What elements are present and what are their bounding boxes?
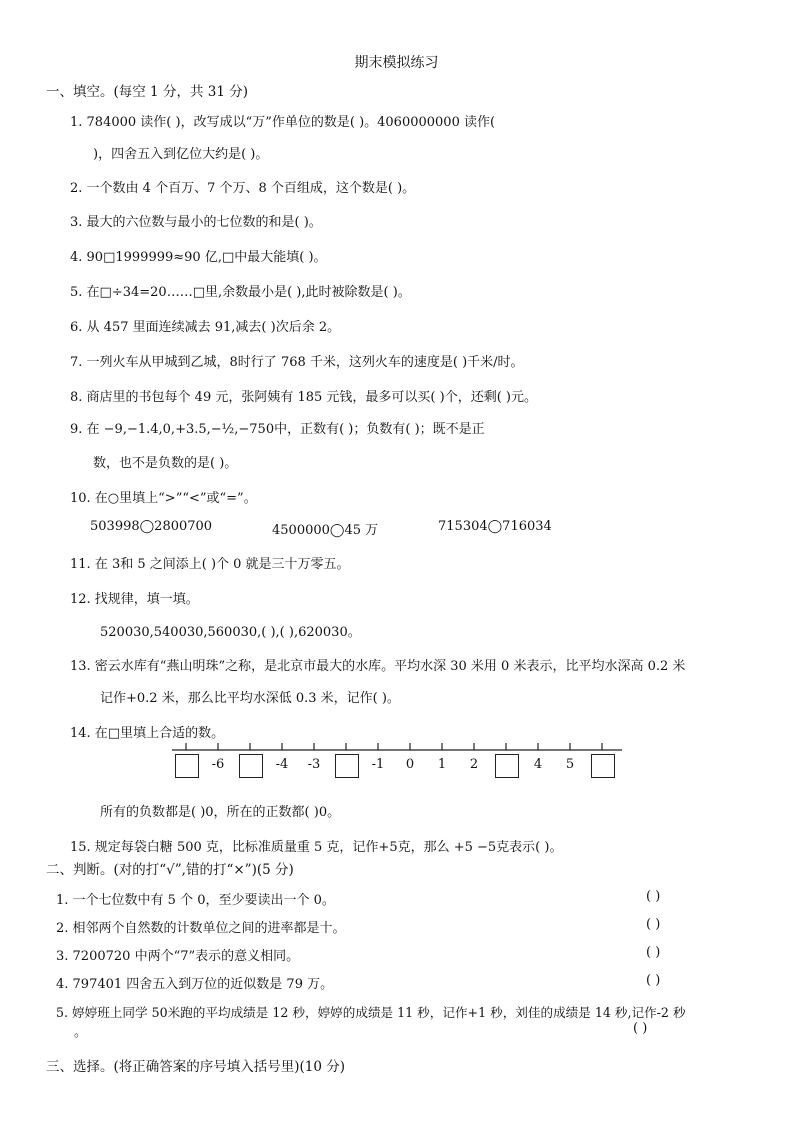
- section-3-heading: 三、选择。(将正确答案的序号填入括号里)(10 分): [46, 1059, 346, 1075]
- judge-answer-2[interactable]: ( ): [646, 917, 661, 932]
- number-line: [170, 740, 630, 790]
- question-11: 11. 在 3和 5 之间添上( )个 0 就是三十万零五。: [70, 557, 350, 572]
- judge-item-3: 3. 7200720 中两个“7”表示的意义相同。: [56, 949, 300, 964]
- question-13-line-1: 13. 密云水库有“燕山明珠”之称，是北京市最大的水库。平均水深 30 米用 0 米表示，比平均水深高 0.2 米: [70, 659, 686, 674]
- tick-label: 0: [405, 757, 415, 772]
- question-1-line-2: )，四舍五入到亿位大约是( )。: [93, 147, 269, 162]
- page-title: 期末模拟练习: [354, 55, 439, 71]
- answer-box-1[interactable]: [175, 754, 199, 778]
- compare-item-3: 715304◯716034: [438, 519, 552, 534]
- judge-answer-4[interactable]: ( ): [646, 973, 661, 988]
- compare-item-1: 503998◯2800700: [90, 519, 213, 534]
- tick-label: 4: [533, 757, 543, 772]
- question-14-line-2: 所有的负数都是( )0，所在的正数都( )0。: [100, 805, 341, 820]
- tick-label: -1: [371, 757, 385, 772]
- section-1-heading: 一、填空。(每空 1 分，共 31 分): [46, 84, 248, 100]
- question-4: 4. 90□1999999≈90 亿,□中最大能填( )。: [70, 250, 327, 265]
- answer-box-2[interactable]: [239, 754, 263, 778]
- judge-item-1: 1. 一个七位数中有 5 个 0，至少要读出一个 0。: [56, 893, 335, 908]
- question-12: 12. 找规律，填一填。: [70, 592, 199, 607]
- tick-label: -3: [307, 757, 321, 772]
- judge-item-5: 5. 婷婷班上同学 50米跑的平均成绩是 12 秒，婷婷的成绩是 11 秒，记作+1 秒，刘佳的成绩是 14 秒,记作-2 秒: [56, 1005, 686, 1020]
- question-14: 14. 在□里填上合适的数。: [70, 726, 225, 741]
- tick-label: -4: [275, 757, 289, 772]
- question-3: 3. 最大的六位数与最小的七位数的和是( )。: [70, 215, 322, 230]
- judge-answer-3[interactable]: ( ): [646, 945, 661, 960]
- question-8: 8. 商店里的书包每个 49 元，张阿姨有 185 元钱，最多可以买( )个，还剩( )元。: [70, 390, 537, 405]
- tick-label: -6: [211, 757, 225, 772]
- judge-item-2: 2. 相邻两个自然数的计数单位之间的进率都是十。: [56, 921, 346, 936]
- question-10: 10. 在○里填上“>”“<”或“=”。: [70, 491, 257, 506]
- question-9-line-1: 9. 在 −9,−1.4,0,+3.5,−½,−750中，正数有( )；负数有( )；既不是正: [70, 422, 485, 437]
- sequence-row: 520030,540030,560030,( ),( ),620030。: [100, 625, 361, 640]
- compare-item-2: 4500000◯45 万: [272, 523, 379, 538]
- answer-box-5[interactable]: [591, 754, 615, 778]
- question-13-line-2: 记作+0.2 米，那么比平均水深低 0.3 米，记作( )。: [100, 691, 400, 706]
- question-1-line-1: 1. 784000 读作( )，改写成以“万”作单位的数是( )。4060000000 读作(: [70, 115, 496, 130]
- judge-item-4: 4. 797401 四舍五入到万位的近似数是 79 万。: [56, 977, 334, 992]
- answer-box-3[interactable]: [335, 754, 359, 778]
- question-15: 15. 规定每袋白糖 500 克，比标准质量重 5 克，记作+5克，那么 +5 −5克表示( )。: [70, 840, 563, 855]
- answer-box-4[interactable]: [495, 754, 519, 778]
- question-5: 5. 在□÷34=20……□里,余数最小是( ),此时被除数是( )。: [70, 285, 411, 300]
- judge-answer-1[interactable]: ( ): [646, 889, 661, 904]
- question-6: 6. 从 457 里面连续减去 91,减去( )次后余 2。: [70, 320, 341, 335]
- tick-label: 1: [437, 757, 447, 772]
- section-2-heading: 二、判断。(对的打“√”,错的打“×”)(5 分): [46, 862, 294, 878]
- judge-answer-5[interactable]: ( ): [633, 1021, 648, 1036]
- tick-label: 2: [469, 757, 479, 772]
- question-2: 2. 一个数由 4 个百万、7 个万、8 个百组成，这个数是( )。: [70, 181, 416, 196]
- question-9-line-2: 数，也不是负数的是( )。: [93, 456, 238, 471]
- judge-item-5-tail: 。: [74, 1025, 88, 1040]
- tick-label: 5: [565, 757, 575, 772]
- question-7: 7. 一列火车从甲城到乙城，8时行了 768 千米，这列火车的速度是( )千米/时。: [70, 355, 524, 370]
